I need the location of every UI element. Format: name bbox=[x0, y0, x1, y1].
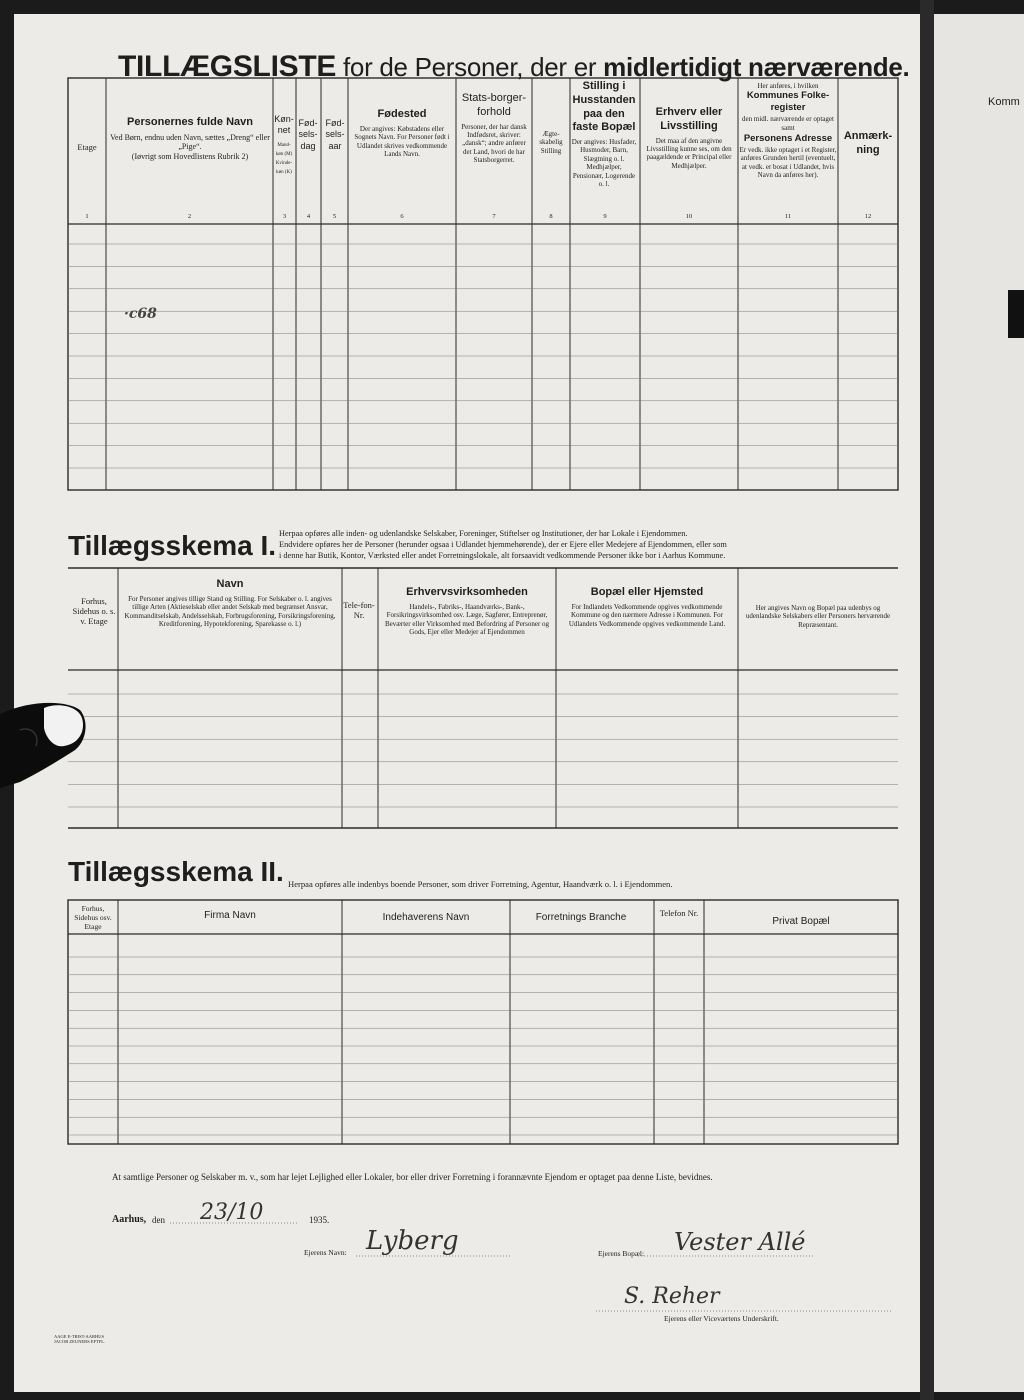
skema1-note-line: i denne har Butik, Kontor, Værksted eller andet Forretningslokale, alt forsaavidt vedkommende Personer ikke bor i Aarhus Kommune. bbox=[279, 551, 726, 561]
book-binding bbox=[920, 0, 934, 1400]
handwritten-date: 23/10 bbox=[200, 1200, 264, 1225]
column-number: 7 bbox=[492, 213, 496, 220]
thumb-holding-page bbox=[0, 700, 86, 788]
s2-etage-header: Forhus, Sidehus osv. Etage bbox=[74, 904, 112, 931]
s1-etage-header: Forhus, Sidehus o. s. v. Etage bbox=[72, 596, 116, 627]
col-register-header: Her anføres, i hvilken Kommunes Folke-register den midl. nærværende er optaget samt Personens Adresse Er vedk. ikke optaget i et Register, anføres Grunden hertil (eventuelt, at vedk. er bosat i Udlandet, hvis Navn da anføres her). bbox=[739, 82, 837, 179]
s2-telefon-header: Telefon Nr. bbox=[659, 908, 699, 918]
column-number: 5 bbox=[332, 213, 337, 220]
signature-label: Ejerens eller Viceværtens Underskrift. bbox=[664, 1314, 779, 1323]
s2-bopael-header: Privat Bopæl bbox=[772, 916, 830, 927]
black-tab bbox=[1008, 290, 1024, 338]
form-grid bbox=[14, 14, 920, 1392]
s1-erhverv-header: Erhvervsvirksomheden Handels-, Fabriks-, Haandværks-, Bank-, Forsikringsvirksomhed osv. Læge, Sagfører, Entreprenør, Beværter eller Virksomhed med Befordring af Personer og Gods, Ejer eller Medejer af Ejendommen bbox=[384, 586, 550, 636]
handwritten-signature: S. Reher bbox=[624, 1284, 720, 1309]
col-name-header: Personernes fulde Navn Ved Børn, endnu uden Navn, sættes „Dreng“ eller „Pige“. (Iøvrigt som Hovedlistens Rubrik 2) bbox=[110, 116, 270, 161]
handwritten-owner-name: Lyberg bbox=[366, 1226, 459, 1256]
skema2-note: Herpaa opføres alle indenbys boende Personer, som driver Forretning, Agentur, Haandværk o. l. i Ejendommen. bbox=[288, 879, 673, 889]
column-number: 11 bbox=[784, 213, 792, 220]
col-aegteskab-header: Ægte-skabelig Stilling bbox=[539, 130, 563, 155]
adjacent-page-text: Komm bbox=[988, 96, 1020, 108]
s1-telefon-header: Tele-fon-Nr. bbox=[343, 600, 375, 621]
title-end: midlertidigt nærværende. bbox=[603, 52, 910, 82]
s2-firma-header: Firma Navn bbox=[204, 910, 256, 921]
s1-navn-header: Navn For Personer angives tillige Stand og Stilling. For Selskaber o. l. angives tillige Arten (Aktieselskab eller andet Selskab med begrænset Ansvar, Kommanditselskab, Andelsselskab, Forbrugsforening, Forsikringsforening, Kreditforening, Hypotekforening, Sparekasse o. l.) bbox=[124, 578, 336, 628]
col-kon-header: Køn-net Mand-køn (M) Kvinde-køn (K) bbox=[274, 114, 294, 175]
s1-bopael-header: Bopæl eller Hjemsted For Indlandets Vedkommende opgives vedkommende Kommune og den nærmere Adresse i Kommunen. For Udlandets Vedkommende opgives vedkommende Land. bbox=[568, 586, 726, 628]
column-number: 3 bbox=[282, 213, 287, 220]
column-number: 9 bbox=[603, 213, 607, 220]
s1-repraesentant-header: Her angives Navn og Bopæl paa udenbys og udenlandske Selskabers eller Personers herværende Repræsentant. bbox=[745, 604, 891, 629]
handwritten-owner-address: Vester Allé bbox=[674, 1228, 806, 1256]
footer-city: Aarhus, bbox=[112, 1214, 147, 1225]
col-etage-header: Etage bbox=[77, 142, 97, 152]
column-number: 6 bbox=[400, 213, 404, 220]
col-fodested-header: Fødested Der angives: Købstadens eller Sognets Navn. For Personer født i Udlandet skrives vedkommende Lands Navn. bbox=[354, 108, 450, 158]
form-page bbox=[14, 14, 920, 1392]
s2-indehaver-header: Indehaverens Navn bbox=[382, 912, 470, 923]
footer-year: 1935. bbox=[309, 1215, 330, 1225]
column-number: 12 bbox=[864, 213, 872, 220]
footer-den: den bbox=[152, 1215, 165, 1225]
column-number: 4 bbox=[306, 213, 311, 220]
adjacent-page bbox=[934, 14, 1024, 1392]
skema1-note bbox=[279, 528, 727, 562]
skema2-title: Tillægsskema II. bbox=[68, 856, 284, 887]
owner-name-label: Ejerens Navn: bbox=[304, 1248, 347, 1257]
title-main: TILLÆGSLISTE bbox=[118, 50, 337, 83]
page-title bbox=[118, 50, 909, 84]
title-middle: for de Personer, der er bbox=[336, 52, 604, 82]
col-fodselsaar-header: Fød-sels-aar bbox=[325, 118, 345, 151]
col-statsborger-header: Stats-borger-forhold Personer, der har dansk Indfødsret, skriver: „dansk“; andre anfører det Land, hvori de har Statsborgerret. bbox=[461, 92, 527, 165]
column-number: 10 bbox=[685, 213, 693, 220]
owner-address-label: Ejerens Bopæl: bbox=[598, 1249, 645, 1258]
printer-mark: AAGE E-TRIST-AARHUS JACOB ZEUNERS EFTFL. bbox=[54, 1334, 106, 1345]
column-number: 8 bbox=[549, 213, 553, 220]
col-erhverv-header: Erhverv eller Livsstilling Det maa af den angivne Livsstilling kunne ses, om den paagældende er Principal eller Medhjælper. bbox=[646, 106, 732, 170]
col-fodselsdag-header: Fød-sels-dag bbox=[298, 118, 318, 151]
s2-branche-header: Forretnings Branche bbox=[535, 912, 627, 923]
footer-statement: At samtlige Personer og Selskaber m. v., som har lejet Lejlighed eller Lokaler, bor eller driver Forretning i forannævnte Ejendom er optaget paa denne Liste, bevidnes. bbox=[112, 1172, 713, 1182]
skema1-title: Tillægsskema I. bbox=[68, 530, 277, 561]
column-number: 1 bbox=[85, 213, 89, 220]
skema1-note-line: Endvidere opføres her de Personer (herunder ogsaa i Udlandet hjemmehørende), der er Ejere eller Medejere af Ejendommen, eller som bbox=[279, 540, 727, 550]
stamp-number: ·c68 bbox=[124, 306, 157, 322]
col-stilling-header: Stilling i Husstanden paa den faste Bopæl Der angives: Husfader, Husmoder, Barn, Slægtning o. l. Medhjælper, Pensionær, Logerende o. l. bbox=[571, 80, 637, 188]
skema1-note-line: Herpaa opføres alle inden- og udenlandske Selskaber, Foreninger, Stiftelser og Institutioner, der har Lokale i Ejendommen. bbox=[279, 529, 688, 538]
col-anmaerkning-header: Anmærk-ning bbox=[843, 130, 893, 156]
column-number: 2 bbox=[187, 213, 192, 220]
